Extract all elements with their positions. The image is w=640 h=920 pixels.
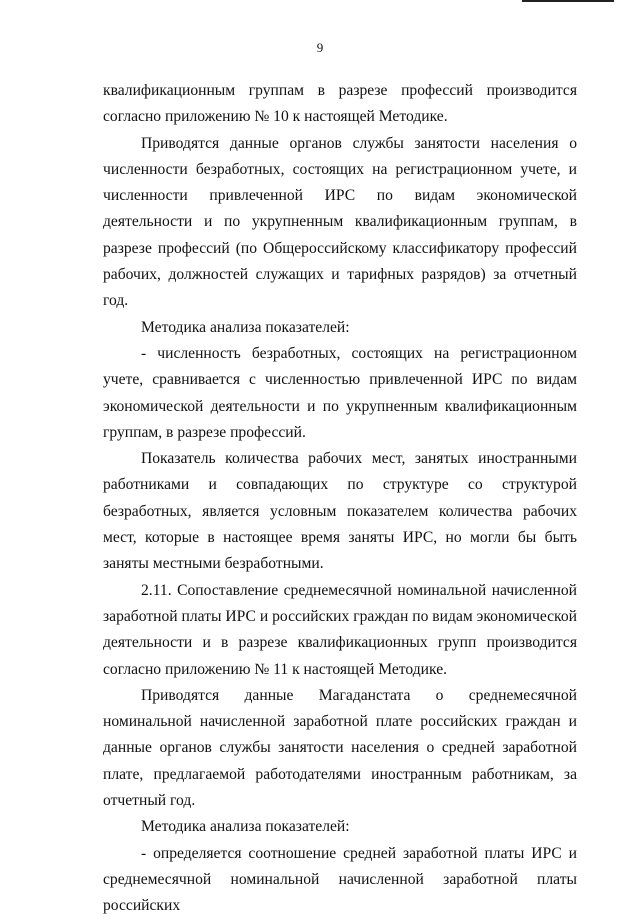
paragraph: - определяется соотношение средней заработной платы ИРС и среднемесячной номинальной начисленной заработной платы российских — [103, 844, 577, 915]
paragraph: Приводятся данные органов службы занятости населения о численности безработных, состоящих на регистрационном учете, и численности привлеченной ИРС по видам экономической деятельности и по укрупненным квалификационным группам, в разрезе профессий (по Общероссийскому классификатору профессий рабочих, должностей служащих и тарифных разрядов) за отчетный год. — [103, 134, 577, 310]
paragraph: квалификационным группам в разрезе профессий производится согласно приложению № 10 к настоящей Методике. — [103, 82, 577, 126]
scan-edge-mark — [522, 0, 614, 2]
paragraph: Методика анализа показателей: — [141, 318, 350, 336]
paragraph: Приводятся данные Магаданстата о среднемесячной номинальной начисленной заработной плате российских граждан и данные органов службы занятости населения о средней заработной плате, предлагаемой работодателями иностранным работникам, за отчетный год. — [103, 686, 577, 810]
paragraph: Показатель количества рабочих мест, занятых иностранными работниками и совпадающих по структуре со структурой безработных, является условным показателем количества рабочих мест, которые в настоящее время заняты ИРС, но могли бы быть заняты местными безработными. — [103, 450, 577, 573]
paragraph: 2.11. Сопоставление среднемесячной номинальной начисленной заработной платы ИРС и российских граждан по видам экономической деятельности и в разрезе квалификационных групп производится согласно приложению № 11 к настоящей Методике. — [103, 581, 577, 678]
paragraph: Методика анализа показателей: — [141, 818, 350, 836]
paragraph: - численность безработных, состоящих на регистрационном учете, сравнивается с численностью привлеченной ИРС по видам экономической деятельности и по укрупненным квалификационным группам, в разрезе профессий. — [103, 344, 577, 441]
page-number: 9 — [316, 40, 324, 55]
body-text — [103, 78, 577, 920]
